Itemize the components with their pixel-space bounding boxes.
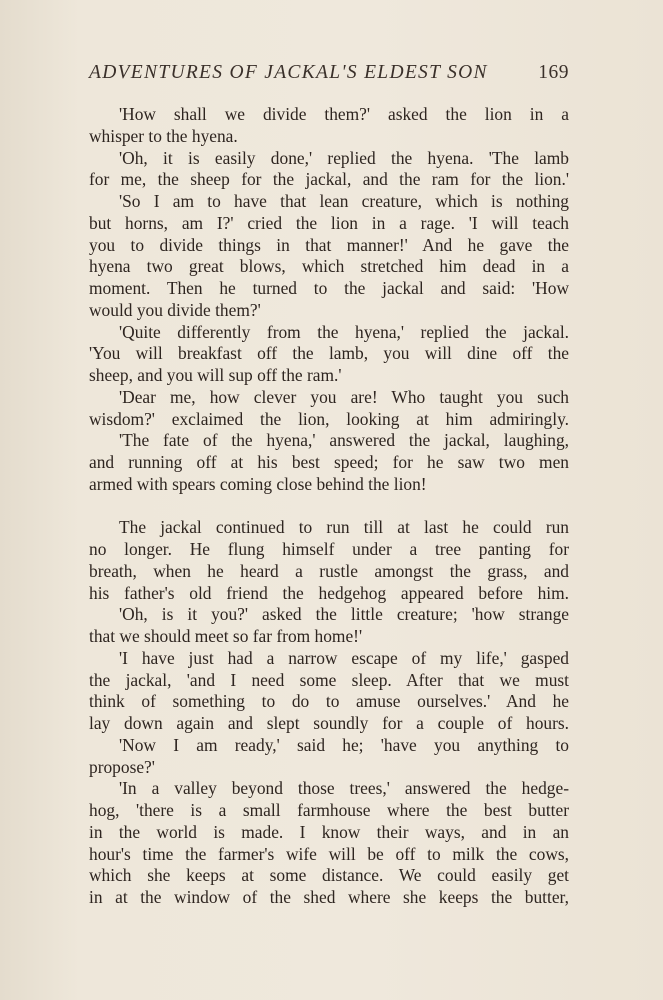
text-line: wisdom?' exclaimed the lion, looking at him admiringly. [89,408,569,429]
text-line: the jackal, 'and I need some sleep. After that we must [89,669,569,690]
text-line: 'Dear me, how clever you are! Who taught you such [119,386,569,407]
text-line: armed with spears coming close behind the lion! [89,473,427,494]
text-line: 'In a valley beyond those trees,' answered the hedge- [119,778,569,799]
text-line: think of something to do to amuse ourselves.' And he [89,691,569,712]
text-line: 'Quite differently from the hyena,' replied the jackal. [119,321,569,342]
paragraph [89,517,569,604]
paragraph [89,191,569,322]
text-line: hour's time the farmer's wife will be off to milk the cows, [89,843,569,864]
text-line: hyena two great blows, which stretched him dead in a [89,256,569,277]
body-text [89,104,569,909]
text-line: propose?' [89,756,155,777]
text-line: The jackal continued to run till at last he could run [119,517,569,538]
text-line: in the world is made. I know their ways, and in an [89,821,569,842]
text-line: sheep, and you will sup off the ram.' [89,365,342,385]
page-number: 169 [538,62,569,83]
text-line: for me, the sheep for the jackal, and the ram for the lion.' [89,169,569,190]
text-line: 'I have just had a narrow escape of my life,' gasped [119,647,569,668]
text-line: breath, when he heard a rustle amongst the grass, and [89,560,569,581]
text-line: 'So I am to have that lean creature, which is nothing [119,191,569,211]
paragraph [89,387,569,431]
text-line: 'How shall we divide them?' asked the lion in a [119,104,569,124]
text-line: in at the window of the shed where she keeps the butter, [89,887,569,907]
text-line: his father's old friend the hedgehog appeared before him. [89,582,569,603]
text-line: which she keeps at some distance. We could easily get [89,865,569,886]
paragraph [89,648,569,735]
text-line: 'Oh, it is easily done,' replied the hyena. 'The lamb [119,147,569,168]
paragraph [89,735,569,779]
text-line: 'You will breakfast off the lamb, you will dine off the [89,343,569,364]
text-line: you to divide things in that manner!' And he gave the [89,234,569,255]
paragraph [89,104,569,148]
text-line: moment. Then he turned to the jackal and said: 'How [89,278,569,298]
text-line: but horns, am I?' cried the lion in a rage. 'I will teach [89,212,569,233]
text-line: and running off at his best speed; for he saw two men [89,452,569,472]
text-line: no longer. He flung himself under a tree panting for [89,539,569,559]
page-header [89,62,571,92]
paragraph [89,778,569,909]
section-break [89,496,569,518]
text-line: 'The fate of the hyena,' answered the jackal, laughing, [119,430,569,451]
paragraph [89,604,569,648]
paragraph [89,322,569,387]
text-line: 'Now I am ready,' said he; 'have you anything to [119,734,569,755]
text-line: hog, 'there is a small farmhouse where the best butter [89,800,569,820]
paragraph [89,148,569,192]
running-title: ADVENTURES OF JACKAL'S ELDEST SON [89,62,488,83]
text-line: would you divide them?' [89,299,261,320]
text-line: that we should meet so far from home!' [89,626,363,646]
paragraph [89,430,569,495]
text-line: whisper to the hyena. [89,125,238,146]
text-line: lay down again and slept soundly for a couple of hours. [89,713,569,733]
text-line: 'Oh, is it you?' asked the little creature; 'how strange [119,604,569,625]
